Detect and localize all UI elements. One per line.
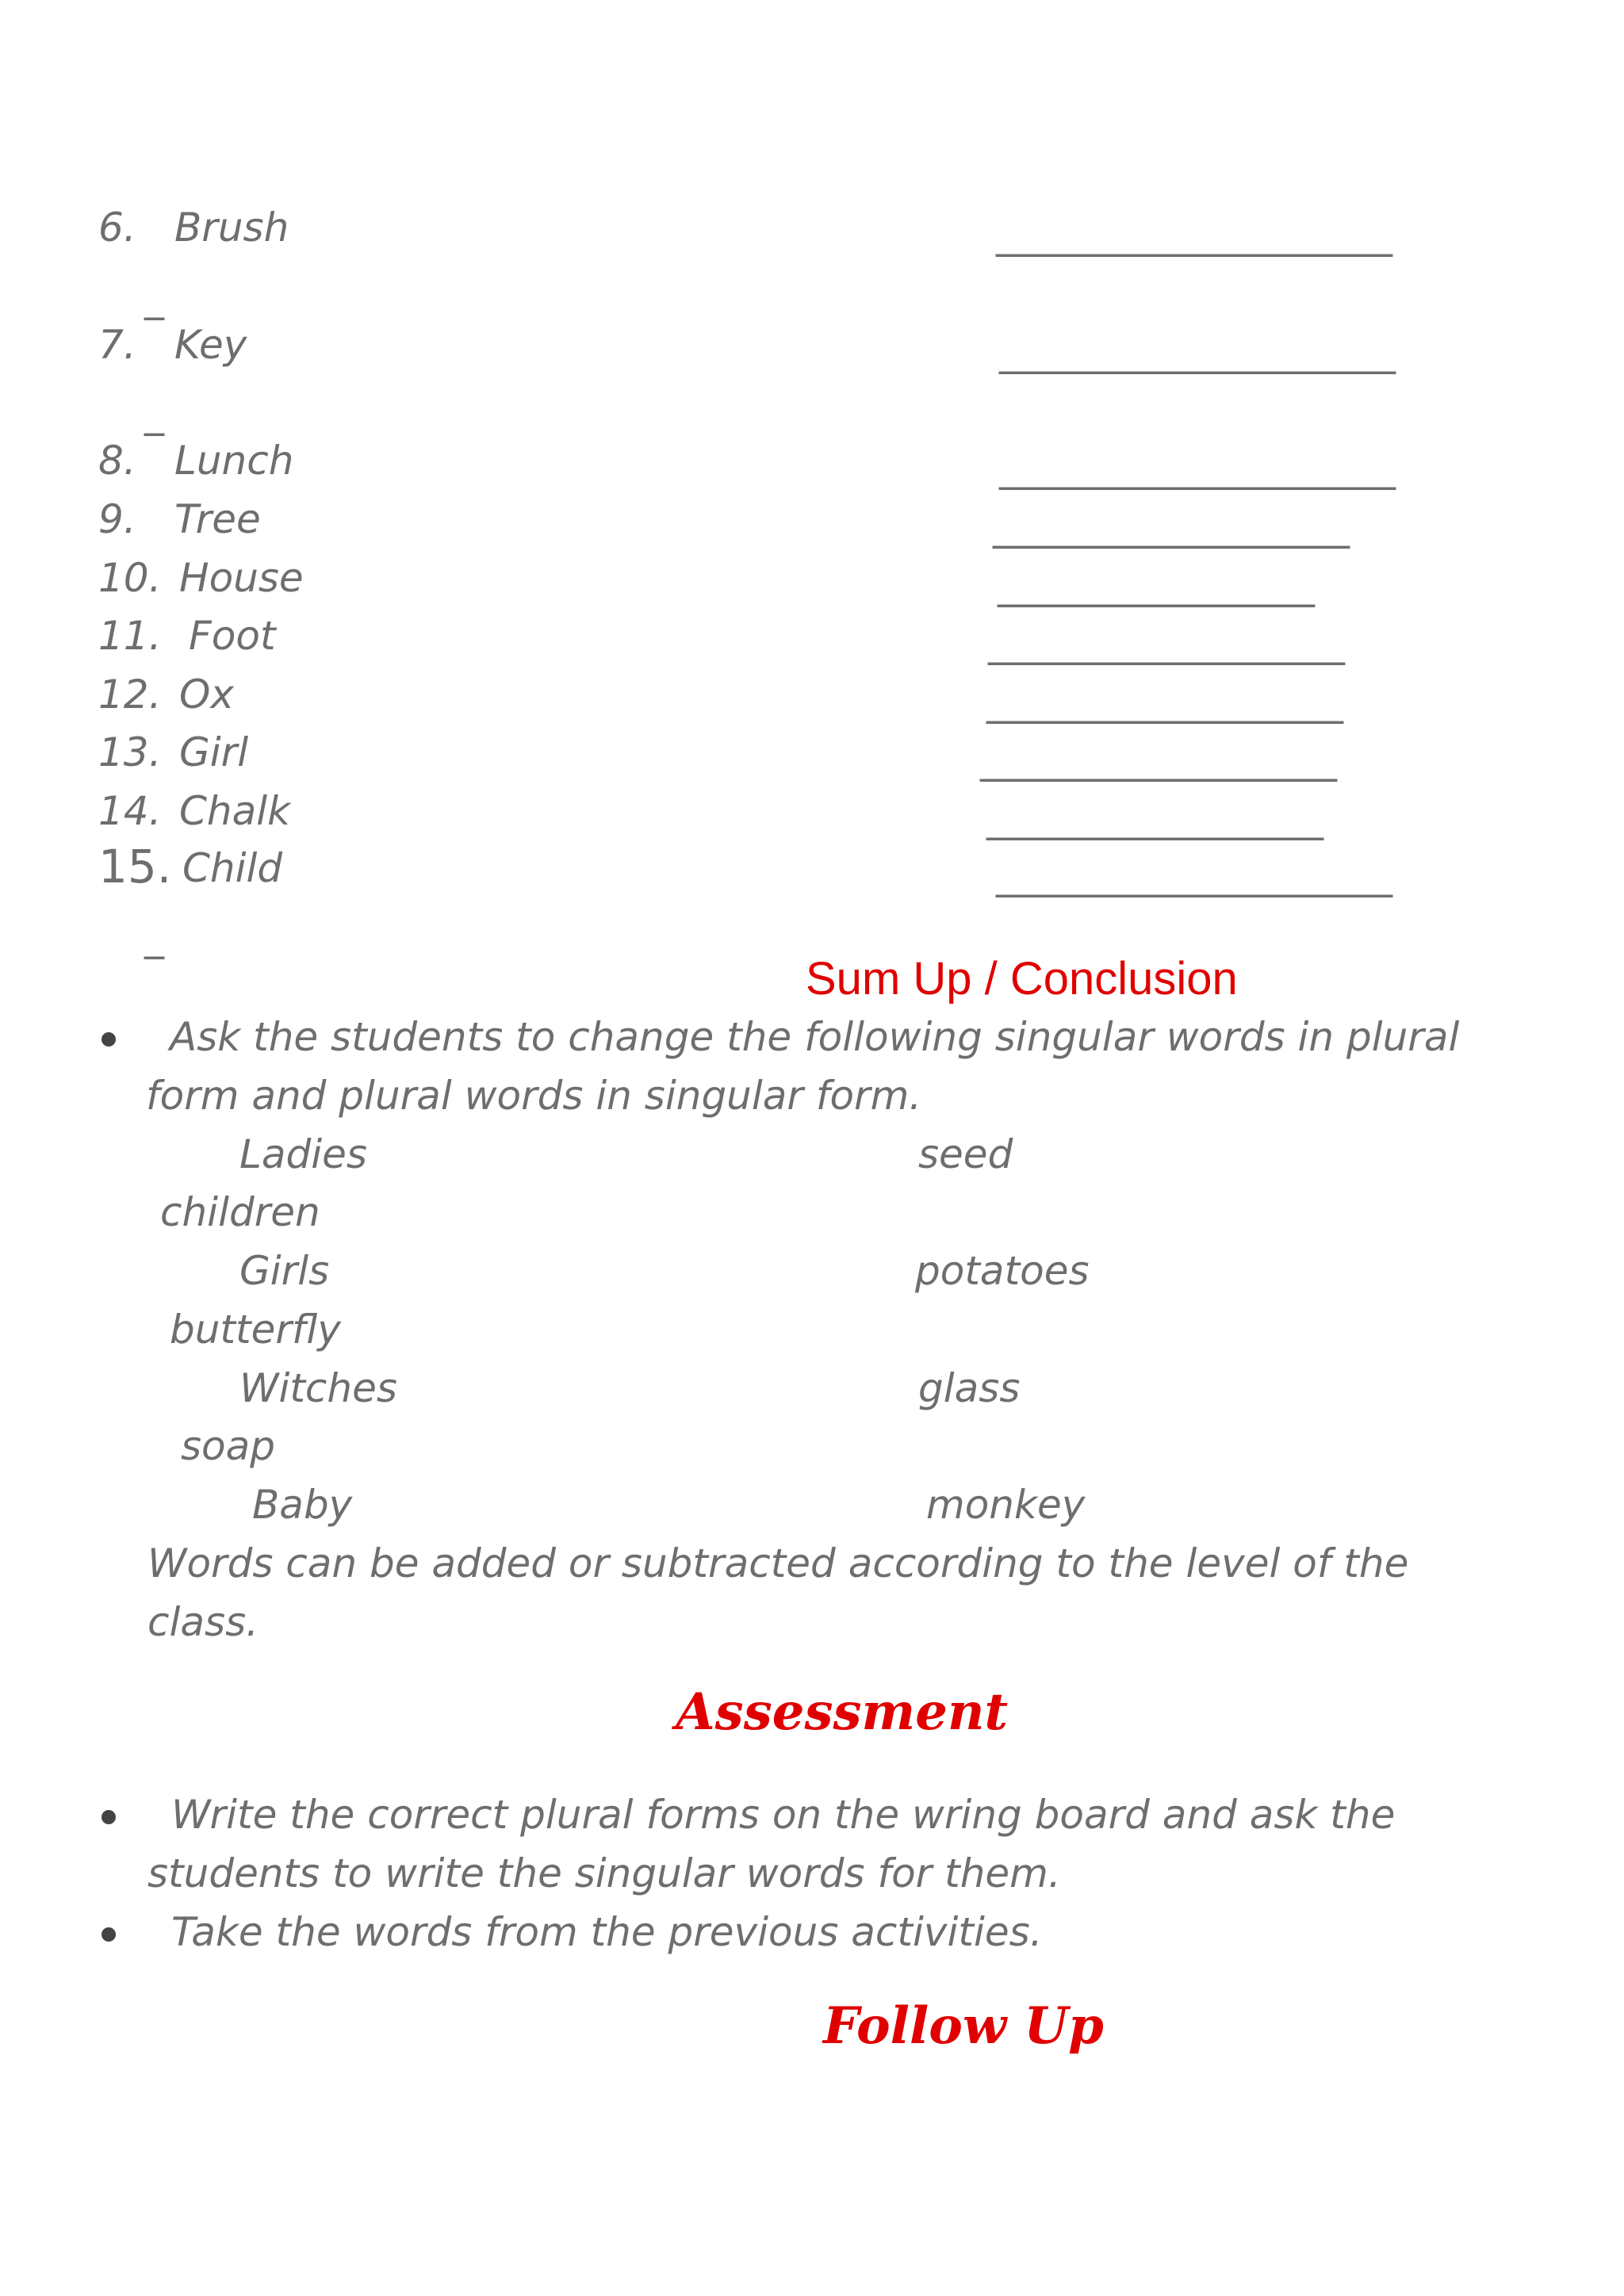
bullet-icon	[102, 1032, 116, 1047]
sumup-instruction-line2: form and plural words in singular form.	[146, 1073, 922, 1119]
answer-blank-continuation: _	[144, 390, 164, 436]
word-seed: seed	[918, 1131, 1013, 1177]
assessment-bullet2: Take the words from the previous activities.	[171, 1909, 1043, 1955]
item-word: Tree	[174, 496, 261, 542]
answer-blank-continuation: _	[144, 913, 164, 959]
answer-blank[interactable]: __________________	[980, 736, 1337, 782]
item-number: 14.	[98, 788, 162, 834]
sumup-instruction-line1: Ask the students to change the following singular words in plural	[170, 1014, 1460, 1060]
assessment-bullet1-line1: Write the correct plural forms on the wring board and ask the	[171, 1792, 1396, 1838]
answer-blank[interactable]: ____________________	[996, 211, 1392, 257]
sumup-note-line1: Words can be added or subtracted according to the level of the	[147, 1540, 1409, 1586]
item-word: Foot	[189, 613, 276, 659]
answer-blank[interactable]: ________________	[998, 561, 1315, 607]
word-witches: Witches	[239, 1365, 397, 1411]
item-number: 7.	[98, 322, 136, 368]
assessment-heading: Assessment	[676, 1682, 1009, 1742]
item-number: 9.	[98, 496, 136, 542]
word-girls: Girls	[239, 1248, 330, 1294]
bullet-icon	[102, 1810, 116, 1824]
sumup-heading: Sum Up / Conclusion	[806, 953, 1238, 1004]
word-butterfly: butterfly	[170, 1307, 341, 1353]
followup-heading: Follow Up	[823, 1996, 1104, 2056]
answer-blank[interactable]: _________________	[986, 794, 1323, 840]
answer-blank[interactable]: ____________________	[999, 444, 1396, 490]
item-word: Key	[174, 322, 247, 368]
sumup-note-line2: class.	[147, 1599, 259, 1645]
item-word: Ox	[179, 672, 234, 718]
bullet-icon	[102, 1927, 116, 1942]
assessment-bullet1-line2: students to write the singular words for them.	[147, 1850, 1061, 1896]
item-word: Child	[182, 845, 283, 891]
answer-blank[interactable]: __________________	[986, 678, 1343, 724]
answer-blank[interactable]: __________________	[993, 503, 1350, 549]
answer-blank[interactable]: ____________________	[996, 851, 1392, 897]
item-number: 15.	[98, 840, 172, 894]
item-word: Lunch	[174, 438, 294, 484]
item-number: 12.	[98, 672, 162, 718]
answer-blank[interactable]: __________________	[988, 619, 1345, 665]
item-word: Chalk	[179, 788, 291, 834]
item-number: 13.	[98, 729, 162, 775]
word-children: children	[160, 1189, 320, 1235]
word-monkey: monkey	[926, 1482, 1086, 1528]
word-glass: glass	[918, 1365, 1021, 1411]
word-soap: soap	[181, 1423, 276, 1469]
word-baby: Baby	[252, 1482, 353, 1528]
item-word: Brush	[174, 205, 289, 251]
answer-blank-continuation: _	[144, 274, 164, 320]
word-potatoes: potatoes	[915, 1248, 1090, 1294]
item-number: 11.	[98, 613, 162, 659]
item-number: 8.	[98, 438, 136, 484]
word-ladies: Ladies	[239, 1131, 367, 1177]
item-word: Girl	[179, 729, 249, 775]
item-number: 6.	[98, 205, 136, 251]
answer-blank[interactable]: ____________________	[999, 328, 1396, 374]
item-word: House	[179, 555, 304, 601]
item-number: 10.	[98, 555, 162, 601]
